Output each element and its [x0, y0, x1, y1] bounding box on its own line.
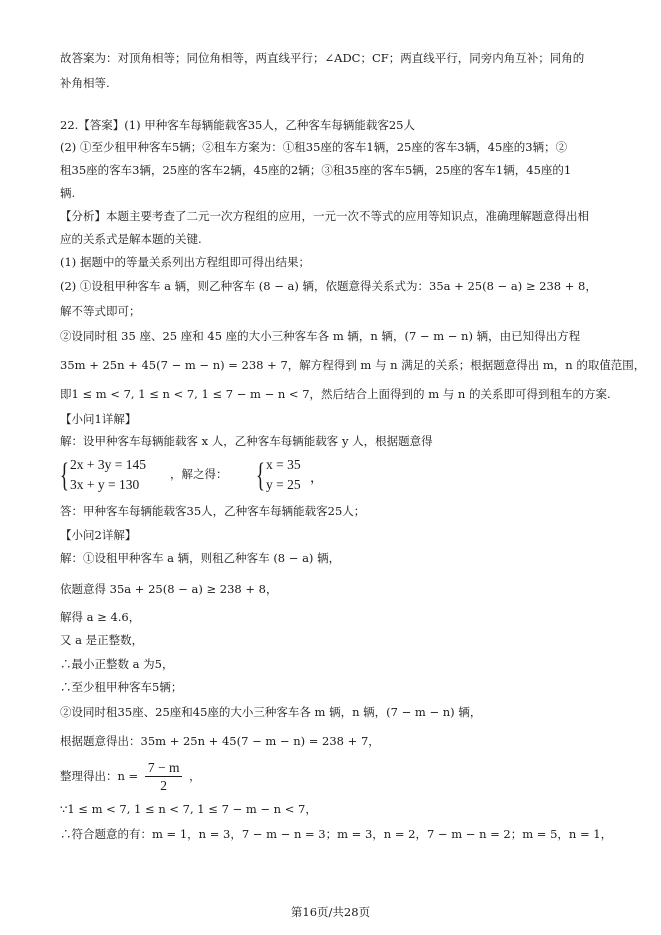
- fraction: [145, 759, 183, 794]
- text-line: 应的关系式是解本题的关键.: [60, 232, 202, 246]
- text-line: (2) ①至少租甲种客车5辆；②租车方案为：①租35座的客车1辆，25座的客车3辆，45座的3辆；②: [60, 140, 568, 154]
- text-line: 解不等式即可；: [60, 304, 141, 318]
- text-line: ②设同时租35座、25座和45座的大小三种客车各 m 辆，n 辆，(7 − m − n) 辆，: [60, 705, 482, 719]
- text-line: ∴至少租甲种客车5辆；: [60, 680, 183, 694]
- left-brace: {: [256, 457, 265, 494]
- solution: x = 35: [266, 457, 301, 472]
- page-footer: 第16页/共28页: [290, 905, 371, 919]
- text-line: 即1 ≤ m < 7, 1 ≤ n < 7, 1 ≤ 7 − m − n < 7，然后结合上面得到的 m 与 n 的关系即可得到租车的方案.: [60, 387, 611, 401]
- text-line: ②设同时租 35 座、25 座和 45 座的大小三种客车各 m 辆，n 辆，(7 − m − n) 辆，由已知得出方程: [60, 329, 581, 343]
- sub-question-heading: 【小问2详解】: [60, 528, 137, 542]
- text-line: 解：①设租甲种客车 a 辆，则租乙种客车 (8 − a) 辆，: [60, 551, 341, 565]
- equation: 3x + y = 130: [70, 477, 140, 492]
- text-line: 辆.: [60, 186, 76, 200]
- text-line: 答：甲种客车每辆能载客35人，乙种客车每辆能载客25人；: [60, 504, 366, 518]
- fraction-prefix: 整理得出：n =: [60, 769, 139, 783]
- text-line: ∴最小正整数 a 为5，: [60, 657, 174, 671]
- fraction-line: [60, 758, 201, 794]
- text-line: 补角相等.: [60, 76, 110, 90]
- text-line: 租35座的客车3辆，25座的客车2辆，45座的2辆；③租35座的客车5辆，25座的客车1辆，45座的1: [60, 163, 572, 177]
- solution: y = 25: [266, 477, 301, 492]
- sub-question-heading: 【小问1详解】: [60, 412, 137, 426]
- analysis-heading: 【分析】本题主要考查了二元一次方程组的应用，一元一次不等式的应用等知识点，准确理解题意得出相: [60, 209, 589, 223]
- punctuation: ，: [189, 769, 201, 783]
- text-line: ∵1 ≤ m < 7, 1 ≤ n < 7, 1 ≤ 7 − m − n < 7，: [60, 802, 317, 816]
- answer-heading: 22.【答案】(1) 甲种客车每辆能载客35人，乙种客车每辆能载客25人: [60, 118, 415, 132]
- fraction-denominator: 2: [160, 777, 168, 793]
- text-line: 故答案为：对顶角相等；同位角相等，两直线平行；∠ADC；CF；两直线平行，同旁内角互补；同角的: [60, 51, 585, 65]
- text-line: 依题意得 35a + 25(8 − a) ≥ 238 + 8，: [60, 582, 278, 596]
- equation: 2x + 3y = 145: [70, 457, 146, 472]
- text-line: (1) 据题中的等量关系列出方程组即可得出结果；: [60, 255, 310, 269]
- punctuation: ，: [310, 470, 324, 485]
- text-line: (2) ①设租甲种客车 a 辆，则乙种客车 (8 − a) 辆，依题意得关系式为：35a + 25(8 − a) ≥ 238 + 8，: [60, 279, 597, 293]
- text-line: 解：设甲种客车每辆能载客 x 人，乙种客车每辆能载客 y 人，根据题意得: [60, 434, 433, 448]
- text-line: 35m + 25n + 45(7 − m − n) = 238 + 7，解方程得到 m 与 n 满足的关系；根据题意得出 m，n 的取值范围，: [60, 358, 646, 372]
- text-line: 又 a 是正整数，: [60, 633, 144, 647]
- text-line: 解得 a ≥ 4.6，: [60, 610, 141, 624]
- solve-label: ，解之得：: [170, 467, 228, 481]
- left-brace: {: [60, 457, 69, 494]
- text-line: 根据题意得出：35m + 25n + 45(7 − m − n) = 238 + 7，: [60, 734, 380, 748]
- text-line: ∴符合题意的有：m = 1，n = 3，7 − m − n = 3；m = 3，n = 2，7 − m − n = 2；m = 5，n = 1，: [60, 827, 613, 841]
- fraction-numerator: 7 − m: [145, 759, 183, 777]
- equation-system: [60, 455, 340, 499]
